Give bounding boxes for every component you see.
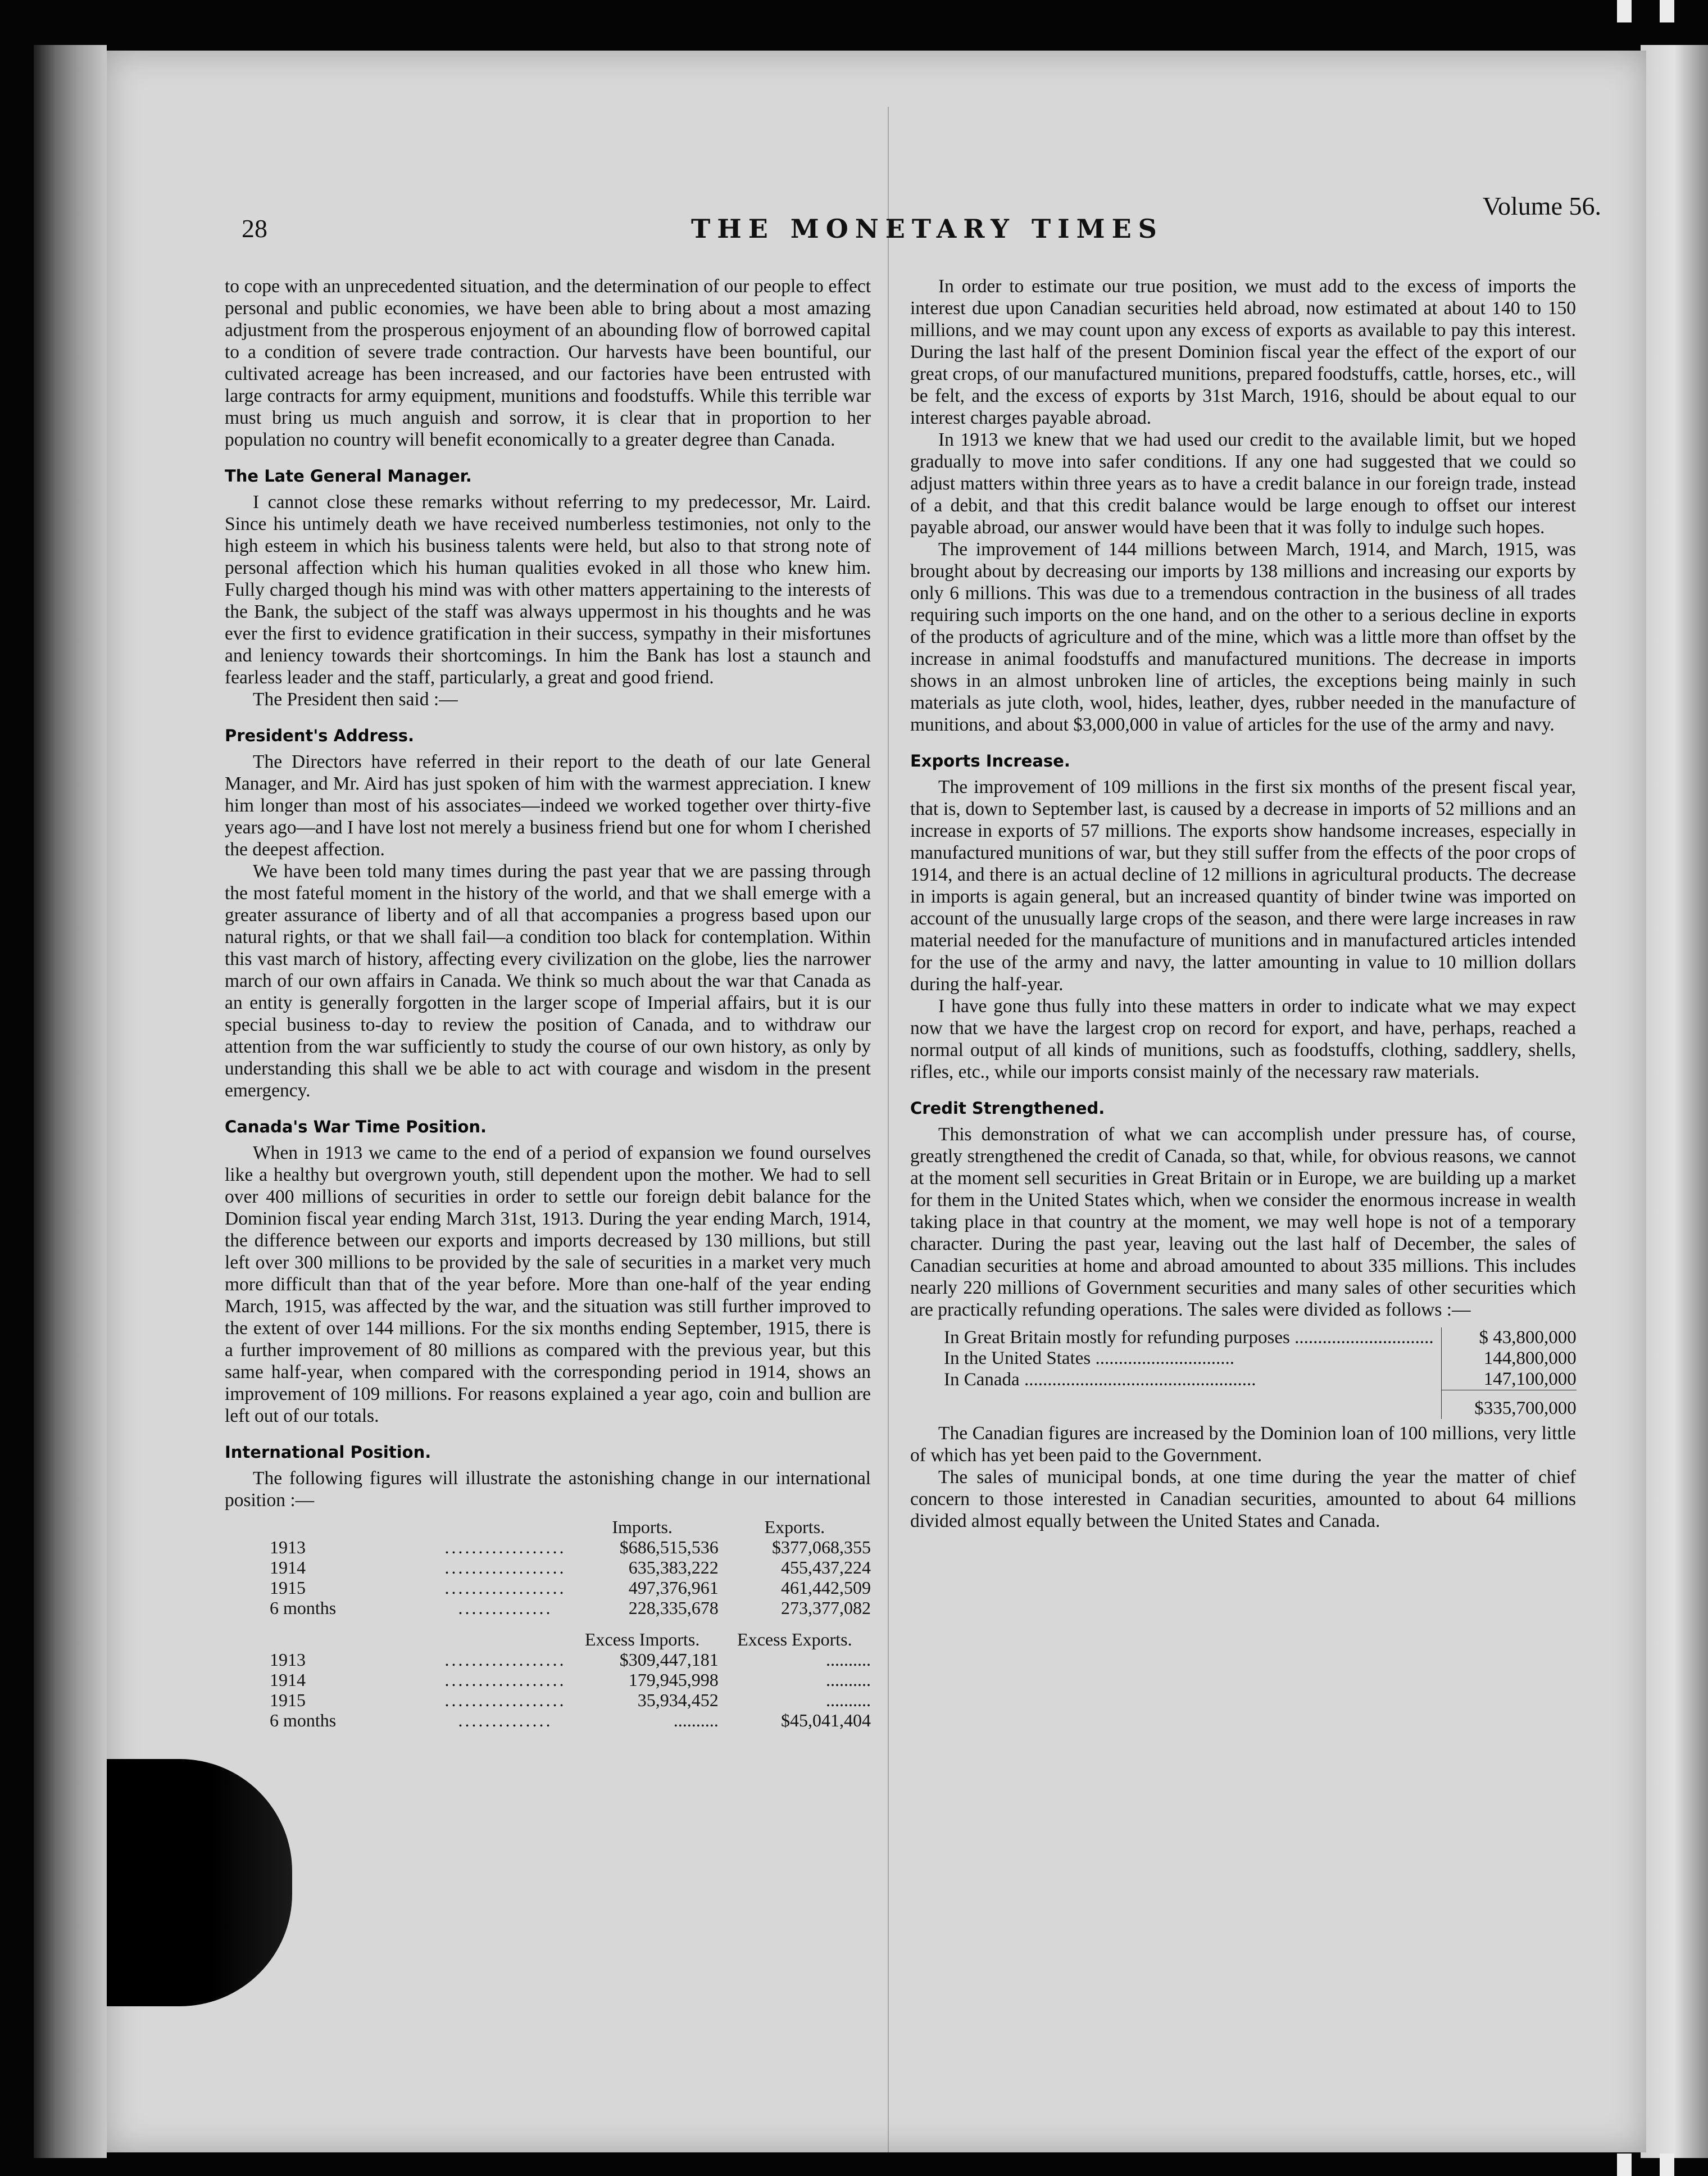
paragraph-international: The following figures will illustrate the astonishing change in our international position :—	[225, 1468, 871, 1511]
paragraph-address-1: The Directors have referred in their report to the death of our late General Manager, and Mr. Aird has just spoken of him with the warmest appreciation. I knew him longer than most of his associates—indeed we worked together over thirty-five years ago—and I have lost not merely a business friend but one for whom I cherished the deepest affection.	[225, 751, 871, 860]
table-row: In Great Britain mostly for refunding purposes .............................. $ 43,800,000	[944, 1327, 1577, 1348]
thumb-shadow	[107, 1759, 292, 2006]
heading-late-general-manager: The Late General Manager.	[225, 466, 472, 486]
sales-total: $335,700,000	[1441, 1390, 1577, 1420]
paragraph-true-position: In order to estimate our true position, we must add to the excess of imports the interest due upon Canadian securities held abroad, now estimated at about 140 to 150 millions, and we may count upon any excess of exports as available to pay this interest. During the last half of the present Dominion fiscal year the effect of the export of our great crops, of our manufactured munitions, prepared foodstuffs, cattle, horses, etc., will be felt, and the excess of exports by 31st March, 1916, should be about equal to our interest charges payable abroad.	[910, 276, 1576, 428]
col-exports: Exports.	[764, 1517, 825, 1537]
paragraph-war-position: When in 1913 we came to the end of a period of expansion we found ourselves like a healthy but overgrown youth, still dependent upon the mother. We had to sell over 400 millions of securities in order to settle our foreign debit balance for the Dominion fiscal year ending March 31st, 1913. During the year ending March, 1914, the difference between our exports and imports decreased by 130 millions, but still left over 300 millions to be provided by the sale of securities in a market very much more difficult than that of the year before. More than one-half of the year ending March, 1915, was affected by the war, and the situation was still further improved to the extent of over 144 millions. For the six months ending September, 1915, there is a further improvement of 80 millions as compared with the previous year, but this same half-year, when compared with the corresponding period in 1914, shows an improvement of 109 millions. For reasons explained a year ago, coin and bullion are left out of our totals.	[225, 1143, 871, 1426]
paragraph-1913: In 1913 we knew that we had used our credit to the available limit, but we hoped gradually to move into safer conditions. If any one had suggested that we could so adjust matters within three years as to have a credit balance in our foreign trade, instead of a debit, and that this credit balance would be large enough to offset our interest payable abroad, our answer would have been that it was folly to indulge such hopes.	[910, 429, 1576, 538]
film-marks-bottom	[1617, 2154, 1674, 2176]
heading-exports-increase: Exports Increase.	[910, 751, 1070, 770]
column-divider	[888, 107, 889, 2152]
film-marks-top	[1617, 0, 1674, 22]
book-edge-right	[1641, 45, 1708, 2158]
left-column	[225, 275, 871, 1730]
paragraph-address-2: We have been told many times during the past year that we are passing through the most fateful moment in the history of the world, and that we shall emerge with a greater assurance of liberty and of all that accompanies a progress based upon our natural rights, or that we shall fail—a condition too black for contemplation. Within this vast march of history, affecting every civilization on the globe, lies the narrower march of our own affairs in Canada. We think so much about the war that Canada as an entity is generally forgotten in the larger scope of Imperial affairs, but it is our special business to-day to review the position of Canada, and to withdraw our attention from the war sufficiently to study the course of our own history, as only by understanding this shall we be able to act with courage and wisdom in the present emergency.	[225, 861, 871, 1101]
paragraph-late-manager: I cannot close these remarks without referring to my predecessor, Mr. Laird. Since his untimely death we have received numberless testimonies, not only to the high esteem in which his business talents were held, but also to that strong note of personal affection which his human qualities evoked in all those who knew him. Fully charged though his mind was with other matters appertaining to the interests of the Bank, the subject of the staff was always uppermost in his thoughts and he was ever the first to evidence gratification in their success, sympathy in their misfortunes and leniency towards their shortcomings. In him the Bank has lost a staunch and fearless leader and the staff, particularly, a great and good friend.	[225, 492, 871, 688]
newspaper-page	[107, 51, 1646, 2152]
right-column	[910, 275, 1576, 1532]
col-excess-exports: Excess Exports.	[737, 1629, 852, 1649]
heading-presidents-address: President's Address.	[225, 726, 415, 745]
table-row: 1913 .................. $686,515,536 $377,068,355	[270, 1537, 871, 1557]
paragraph-credit: This demonstration of what we can accomplish under pressure has, of course, greatly strengthened the credit of Canada, so that, while, for obvious reasons, we cannot at the moment sell securities in Great Britain or in Europe, we are building up a market for them in the United States which, when we consider the enormous increase in wealth taking place in that country at the moment, we may well hope is not of a temporary character. During the past year, leaving out the last half of December, the sales of Canadian securities at home and abroad amounted to about 335 millions. This includes nearly 220 millions of Government securities and many sales of other securities which are practically refunding operations. The sales were divided as follows :—	[910, 1124, 1576, 1320]
heading-credit-strengthened: Credit Strengthened.	[910, 1099, 1105, 1118]
paragraph-canadian-figures: The Canadian figures are increased by the Dominion loan of 100 millions, very little of which has yet been paid to the Government.	[910, 1423, 1576, 1466]
excess-table-header	[225, 1629, 871, 1649]
paragraph-municipal: The sales of municipal bonds, at one time during the year the matter of chief concern to those interested in Canadian securities, amounted to about 64 millions divided almost equally between the United States and Canada.	[910, 1467, 1576, 1531]
table-row: In the United States .............................. 144,800,000	[944, 1348, 1577, 1368]
table-row: 1913 .................. $309,447,181 ..........	[270, 1649, 871, 1670]
table-row: 6 months .............. 228,335,678 273,377,082	[270, 1598, 871, 1618]
table-row: 1915 .................. 35,934,452 ..........	[270, 1690, 871, 1710]
table-row: In Canada .................................................. 147,100,000	[944, 1369, 1577, 1390]
col-imports: Imports.	[612, 1517, 673, 1537]
paragraph-president-said: The President then said :—	[253, 689, 458, 710]
page-number: 28	[242, 214, 267, 243]
journal-title: THE MONETARY TIMES	[691, 214, 1164, 244]
paragraph-gone-fully: I have gone thus fully into these matters in order to indicate what we may expect now that we have the largest crop on record for export, and have, perhaps, reached a normal output of all kinds of munitions, such as foodstuffs, clothing, saddlery, shells, rifles, etc., while our imports consist mainly of the necessary raw materials.	[910, 996, 1576, 1082]
page-header	[242, 146, 1601, 244]
sales-table	[944, 1327, 1577, 1419]
table-row: 1914 .................. 179,945,998 ..........	[270, 1670, 871, 1690]
paragraph-opening: to cope with an unprecedented situation, and the determination of our people to effect personal and public economies, we have been able to bring about a most amazing adjustment from the prosperous enjoyment of an abounding flow of borrowed capital to a condition of severe trade contraction. Our harvests have been bountiful, our cultivated acreage has been increased, and our factories have been entrusted with large contracts for army equipment, munitions and foodstuffs. While this terrible war must bring us much anguish and sorrow, it is clear that in proportion to her population no country will benefit economically to a greater degree than Canada.	[225, 276, 871, 450]
sales-total-row	[944, 1390, 1577, 1420]
col-excess-imports: Excess Imports.	[584, 1629, 700, 1649]
trade-table	[225, 1517, 871, 1730]
heading-international-position: International Position.	[225, 1443, 431, 1462]
book-edge-left	[34, 45, 107, 2158]
trade-table-header	[225, 1517, 871, 1537]
heading-war-time-position: Canada's War Time Position.	[225, 1117, 487, 1136]
table-row: 6 months .............. .......... $45,041,404	[270, 1710, 871, 1730]
table-row: 1914 .................. 635,383,222 455,437,224	[270, 1557, 871, 1577]
table-row: 1915 .................. 497,376,961 461,442,509	[270, 1577, 871, 1598]
volume-label: Volume 56.	[1482, 192, 1601, 220]
paragraph-improvement: The improvement of 144 millions between March, 1914, and March, 1915, was brought about by decreasing our imports by 138 millions and increasing our exports by only 6 millions. This was due to a tremendous contraction in the business of all trades requiring such imports on the one hand, and on the other to a serious decline in exports of the products of agriculture and of the mine, which was a little more than offset by the increase in animal foodstuffs and manufactured munitions. The decrease in imports shows in an almost unbroken line of articles, the exceptions being mainly in such materials as jute cloth, wool, hides, leather, dyes, rubber needed in the manufacture of munitions, and about $3,000,000 in value of articles for the use of the army and navy.	[910, 539, 1576, 735]
paragraph-exports: The improvement of 109 millions in the first six months of the present fiscal year, that is, down to September last, is caused by a decrease in imports of 52 millions and an increase in exports of 57 millions. The exports show handsome increases, especially in manufactured munitions of war, but they still suffer from the effects of the poor crops of 1914, and there is an actual decline of 12 millions in agricultural products. The decrease in imports is again general, but an increased quantity of binder twine was imported on account of the unusually large crops of the season, and there were large increases in raw material needed for the manufacture of munitions and in manufactured articles intended for the use of the army and navy, the latter amounting in value to 10 million dollars during the half-year.	[910, 777, 1576, 995]
